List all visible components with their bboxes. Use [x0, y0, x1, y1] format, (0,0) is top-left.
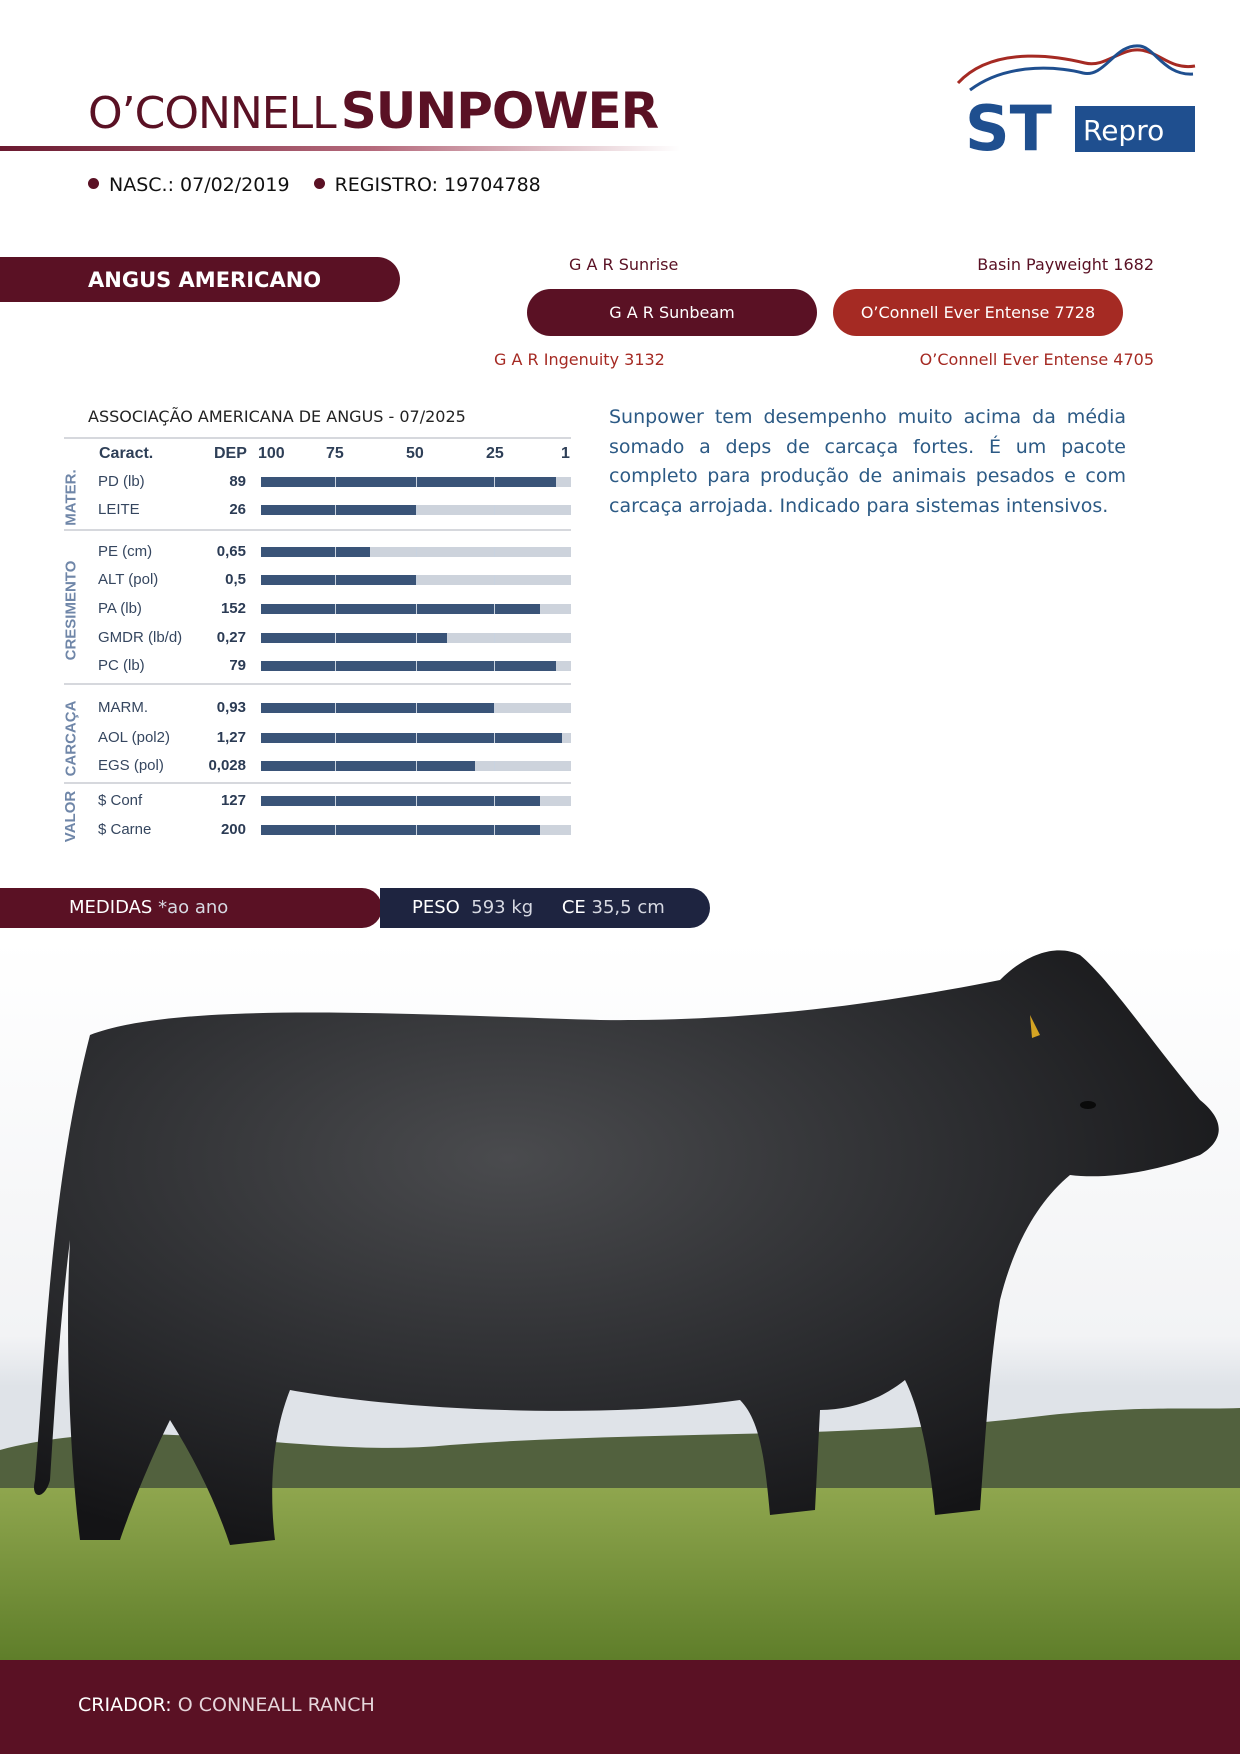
breeder-label: CRIADOR: — [78, 1694, 172, 1716]
scale-label-75: 75 — [326, 445, 344, 462]
epd-trait-label: PD (lb) — [98, 473, 145, 490]
epd-bar-track — [261, 733, 571, 743]
epd-bar-tick — [416, 547, 417, 557]
pedigree-sire-dam: G A R Ingenuity 3132 — [494, 350, 665, 369]
epd-bar-tick — [416, 733, 417, 743]
epd-value: 1,27 — [216, 729, 246, 746]
epd-bar-tick — [494, 505, 495, 515]
epd-group-name: VALOR — [62, 790, 80, 843]
epd-bar-tick — [335, 761, 336, 771]
epd-value: 0,65 — [216, 543, 246, 560]
breeder-name: O CONNEALL RANCH — [177, 1694, 375, 1716]
bullet-icon — [88, 178, 99, 189]
measures-note: *ao ano — [158, 897, 229, 918]
epd-bar-tick — [494, 733, 495, 743]
epd-group-name: CARCAÇA — [62, 700, 80, 776]
epd-bar-tick — [494, 703, 495, 713]
epd-bar-track — [261, 825, 571, 835]
epd-bar-track — [261, 575, 571, 585]
epd-value: 79 — [229, 657, 246, 674]
epd-bar-fill — [261, 825, 540, 835]
epd-trait-label: ALT (pol) — [98, 571, 159, 588]
epd-value: 0,27 — [216, 629, 246, 646]
scale-label-1: 1 — [561, 445, 570, 462]
pedigree-sire-sire: G A R Sunrise — [569, 255, 679, 274]
epd-trait-label: EGS (pol) — [98, 757, 164, 774]
epd-bar-tick — [416, 661, 417, 671]
epd-bar-track — [261, 761, 571, 771]
epd-bar-fill — [261, 703, 494, 713]
bull-name-title — [88, 82, 658, 140]
association-title: ASSOCIAÇÃO AMERICANA DE ANGUS - 07/2025 — [88, 407, 466, 426]
epd-value: 0,93 — [216, 699, 246, 716]
epd-value: 200 — [220, 821, 246, 838]
epd-bar-track — [261, 661, 571, 671]
col-header-trait: Caract. — [99, 445, 154, 462]
logo-repro: Repro — [1083, 114, 1165, 147]
epd-bar-track — [261, 505, 571, 515]
epd-bar-tick — [416, 825, 417, 835]
epd-group-label — [58, 543, 84, 677]
epd-bar-track — [261, 703, 571, 713]
epd-bar-tick — [494, 477, 495, 487]
epd-bar-fill — [261, 604, 540, 614]
epd-bar-tick — [335, 575, 336, 585]
epd-bar-fill — [261, 477, 556, 487]
epd-bar-tick — [416, 505, 417, 515]
bullet-icon — [314, 178, 325, 189]
title-underline — [0, 146, 680, 151]
epd-bar-tick — [416, 761, 417, 771]
pedigree-dam-sire: Basin Payweight 1682 — [977, 255, 1154, 274]
breed-label: ANGUS AMERICANO — [88, 268, 322, 292]
epd-group-label — [58, 468, 84, 526]
breeder-info — [78, 1694, 375, 1716]
epd-bar-track — [261, 633, 571, 643]
epd-bar-tick — [335, 477, 336, 487]
epd-bar-tick — [416, 575, 417, 585]
epd-bar-tick — [416, 633, 417, 643]
col-header-dep: DEP — [214, 445, 247, 462]
epd-trait-label: $ Conf — [98, 792, 143, 809]
epd-bar-fill — [261, 661, 556, 671]
peso-label: PESO — [412, 897, 460, 918]
peso-value: 593 kg — [471, 897, 534, 918]
scale-label-100: 100 — [258, 445, 285, 462]
epd-trait-label: PA (lb) — [98, 600, 142, 617]
epd-bar-tick — [335, 796, 336, 806]
epd-group-divider — [64, 782, 571, 784]
epd-bar-tick — [335, 505, 336, 515]
bull-description: Sunpower tem desempenho muito acima da média somado a deps de carcaça fortes. É um pacote completo para produção de animais pesados e com carcaça arrojada. Indicado para sistemas intensivos. — [609, 406, 1126, 517]
ce-label: CE — [561, 897, 586, 918]
epd-group-name: CRESIMENTO — [62, 560, 80, 660]
epd-group-divider — [64, 683, 571, 685]
measures-values — [412, 897, 665, 918]
epd-bar-tick — [494, 761, 495, 771]
scale-label-25: 25 — [486, 445, 504, 462]
epd-bar-tick — [494, 575, 495, 585]
epd-value: 89 — [229, 473, 246, 490]
epd-bar-fill — [261, 761, 475, 771]
epd-bar-track — [261, 477, 571, 487]
epd-group-name: MATER. — [62, 468, 80, 526]
pedigree-dam — [833, 289, 1123, 336]
epd-bar-tick — [494, 661, 495, 671]
epd-bar-tick — [335, 661, 336, 671]
epd-bar-track — [261, 547, 571, 557]
epd-trait-label: MARM. — [98, 699, 148, 716]
epd-trait-label: LEITE — [98, 501, 140, 518]
pedigree-dam-dam: O’Connell Ever Entense 4705 — [919, 350, 1154, 369]
epd-value: 0,5 — [225, 571, 246, 588]
logo-st: ST — [965, 92, 1052, 158]
bull-photo — [0, 940, 1240, 1660]
epd-bar-tick — [335, 547, 336, 557]
epd-value: 152 — [220, 600, 246, 617]
epd-bar-track — [261, 604, 571, 614]
epd-bar-tick — [335, 604, 336, 614]
pedigree-sire-label: G A R Sunbeam — [609, 303, 735, 322]
pedigree-dam-label: O’Connell Ever Entense 7728 — [860, 303, 1096, 322]
epd-bar-tick — [335, 703, 336, 713]
epd-group-divider — [64, 529, 571, 531]
epd-bar-tick — [416, 796, 417, 806]
epd-bar-fill — [261, 796, 540, 806]
epd-bar-fill — [261, 505, 416, 515]
measures-title — [69, 897, 228, 918]
footer-bar — [0, 1660, 1240, 1754]
registry-number: REGISTRO: 19704788 — [334, 174, 541, 196]
breed-banner — [0, 257, 400, 302]
table-top-rule — [64, 437, 571, 439]
epd-trait-label: PE (cm) — [98, 543, 153, 560]
epd-bar-fill — [261, 633, 447, 643]
bull-meta — [88, 174, 559, 196]
epd-bar-tick — [335, 825, 336, 835]
bull-name-first: O’CONNELL — [88, 88, 336, 139]
epd-bar-tick — [416, 703, 417, 713]
epd-bar-tick — [494, 633, 495, 643]
epd-value: 26 — [229, 501, 246, 518]
epd-trait-label: GMDR (lb/d) — [98, 629, 183, 646]
pedigree-sire — [527, 289, 817, 336]
epd-value: 127 — [220, 792, 246, 809]
epd-bar-tick — [494, 825, 495, 835]
scale-label-50: 50 — [406, 445, 424, 462]
epd-bar-tick — [494, 796, 495, 806]
epd-bar-fill — [261, 547, 370, 557]
epd-bar-tick — [494, 547, 495, 557]
epd-bar-tick — [335, 633, 336, 643]
epd-trait-label: AOL (pol2) — [98, 729, 170, 746]
epd-bar-track — [261, 796, 571, 806]
epd-bar-fill — [261, 733, 562, 743]
epd-bar-fill — [261, 575, 416, 585]
epd-value: 0,028 — [208, 757, 246, 774]
epd-bar-tick — [494, 604, 495, 614]
bull-name-last: SUNPOWER — [340, 82, 659, 140]
birth-date: NASC.: 07/02/2019 — [109, 174, 290, 196]
st-repro-logo — [955, 38, 1200, 158]
epd-group-label — [58, 699, 84, 777]
measures-label: MEDIDAS — [69, 897, 153, 918]
epd-bar-tick — [335, 733, 336, 743]
epd-group-label — [58, 792, 84, 841]
epd-trait-label: PC (lb) — [98, 657, 145, 674]
ce-value: 35,5 cm — [591, 897, 665, 918]
epd-bar-tick — [416, 477, 417, 487]
epd-trait-label: $ Carne — [98, 821, 152, 838]
epd-bar-tick — [416, 604, 417, 614]
